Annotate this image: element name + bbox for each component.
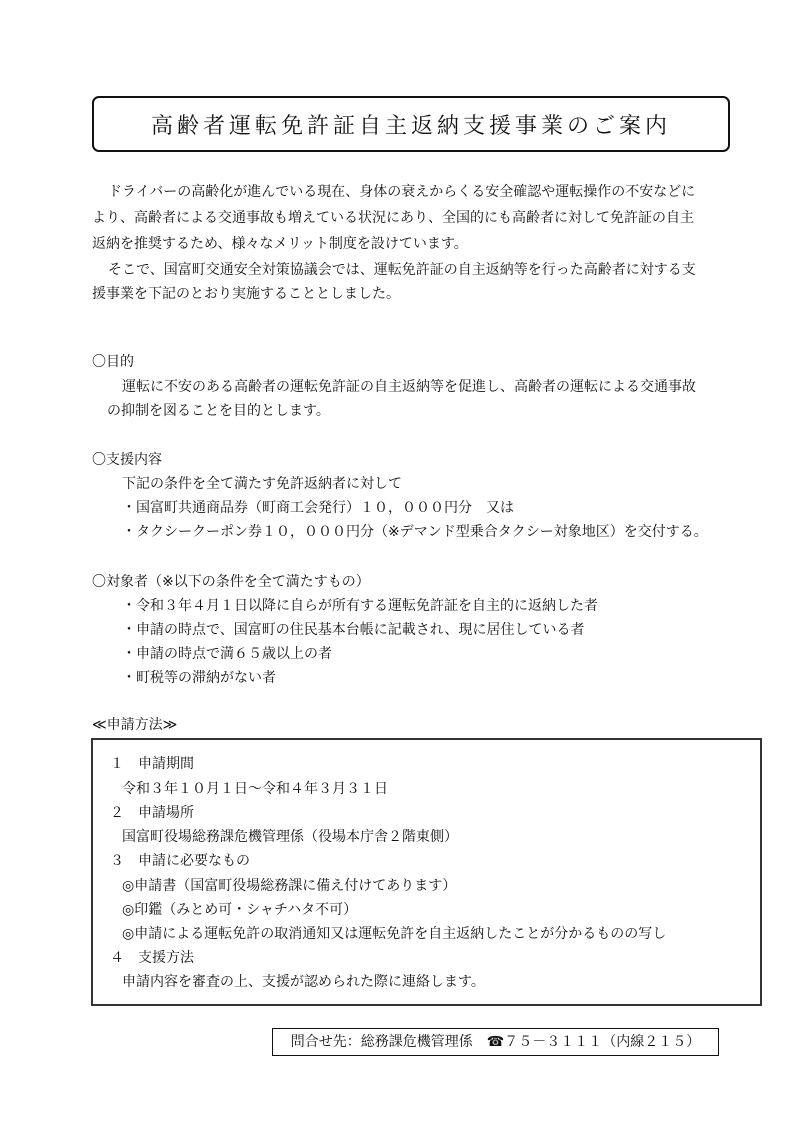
application-s1-body: 令和３年１０月１日～令和４年３月３１日	[122, 781, 388, 797]
contact-info: 問合せ先：総務課危機管理係 ☎７５－３１１１（内線２１５）	[290, 1034, 701, 1050]
application-box	[91, 738, 762, 1006]
application-s3-title: ３ 申請に必要なもの	[110, 853, 250, 869]
support-item: ・タクシークーポン券１０，０００円分（※デマンド型乗合タクシー対象地区）を交付する。	[122, 524, 708, 540]
purpose-line1: 運転に不安のある高齢者の運転免許証の自主返納等を促進し、高齢者の運転による交通事故	[122, 379, 696, 395]
intro-p1-line3: 返納を推奨するため、様々なメリット制度を設けています。	[92, 236, 468, 252]
eligible-item: ・申請の時点で満６５歳以上の者	[122, 646, 332, 662]
eligible-item: ・申請の時点で、国富町の住民基本台帳に記載され、現に居住している者	[122, 622, 585, 638]
application-s1-title: １ 申請期間	[110, 756, 194, 772]
contact-box	[272, 1028, 719, 1056]
eligible-item: ・令和３年４月１日以降に自らが所有する運転免許証を自主的に返納した者	[122, 598, 598, 614]
page-title: 高齢者運転免許証自主返納支援事業のご案内	[150, 113, 671, 139]
support-item: ・国富町共通商品券（町商工会発行）１０，０００円分 又は	[122, 500, 514, 516]
application-s3-item: ◎申請書（国富町役場総務課に備え付けてあります）	[122, 878, 457, 894]
intro-p1-line2: より、高齢者による交通事故も増えている状況にあり、全国的にも高齢者に対して免許証の自主	[92, 210, 694, 226]
support-lead: 下記の条件を全て満たす免許返納者に対して	[122, 476, 402, 492]
application-s4-body: 申請内容を審査の上、支援が認められた際に連絡します。	[122, 974, 485, 990]
purpose-heading: 〇目的	[92, 354, 134, 370]
eligible-item: ・町税等の滞納がない者	[122, 670, 276, 686]
purpose-line2: の抑制を図ることを目的とします。	[107, 403, 330, 419]
application-heading: ≪申請方法≫	[92, 717, 178, 733]
eligible-heading: 〇対象者（※以下の条件を全て満たすもの）	[92, 574, 370, 590]
application-s3-item: ◎申請による運転免許の取消通知又は運転免許を自主返納したことが分かるものの写し	[122, 926, 667, 942]
application-s4-title: ４ 支援方法	[110, 950, 194, 966]
application-s3-item: ◎印鑑（みとめ可・シャチハタ不可）	[122, 902, 358, 918]
support-heading: 〇支援内容	[92, 452, 162, 468]
intro-p2-line2: 援事業を下記のとおり実施することとしました。	[92, 286, 400, 302]
application-s2-title: ２ 申請場所	[110, 805, 194, 821]
intro-p1-line1: ドライバーの高齢化が進んでいる現在、身体の衰えからくる安全確認や運転操作の不安などに	[108, 184, 696, 200]
application-s2-body: 国富町役場総務課危機管理係（役場本庁舎２階東側）	[122, 829, 458, 845]
intro-p2-line1: そこで、国富町交通安全対策協議会では、運転免許証の自主返納等を行った高齢者に対する支	[108, 262, 696, 278]
title-box	[92, 96, 730, 152]
